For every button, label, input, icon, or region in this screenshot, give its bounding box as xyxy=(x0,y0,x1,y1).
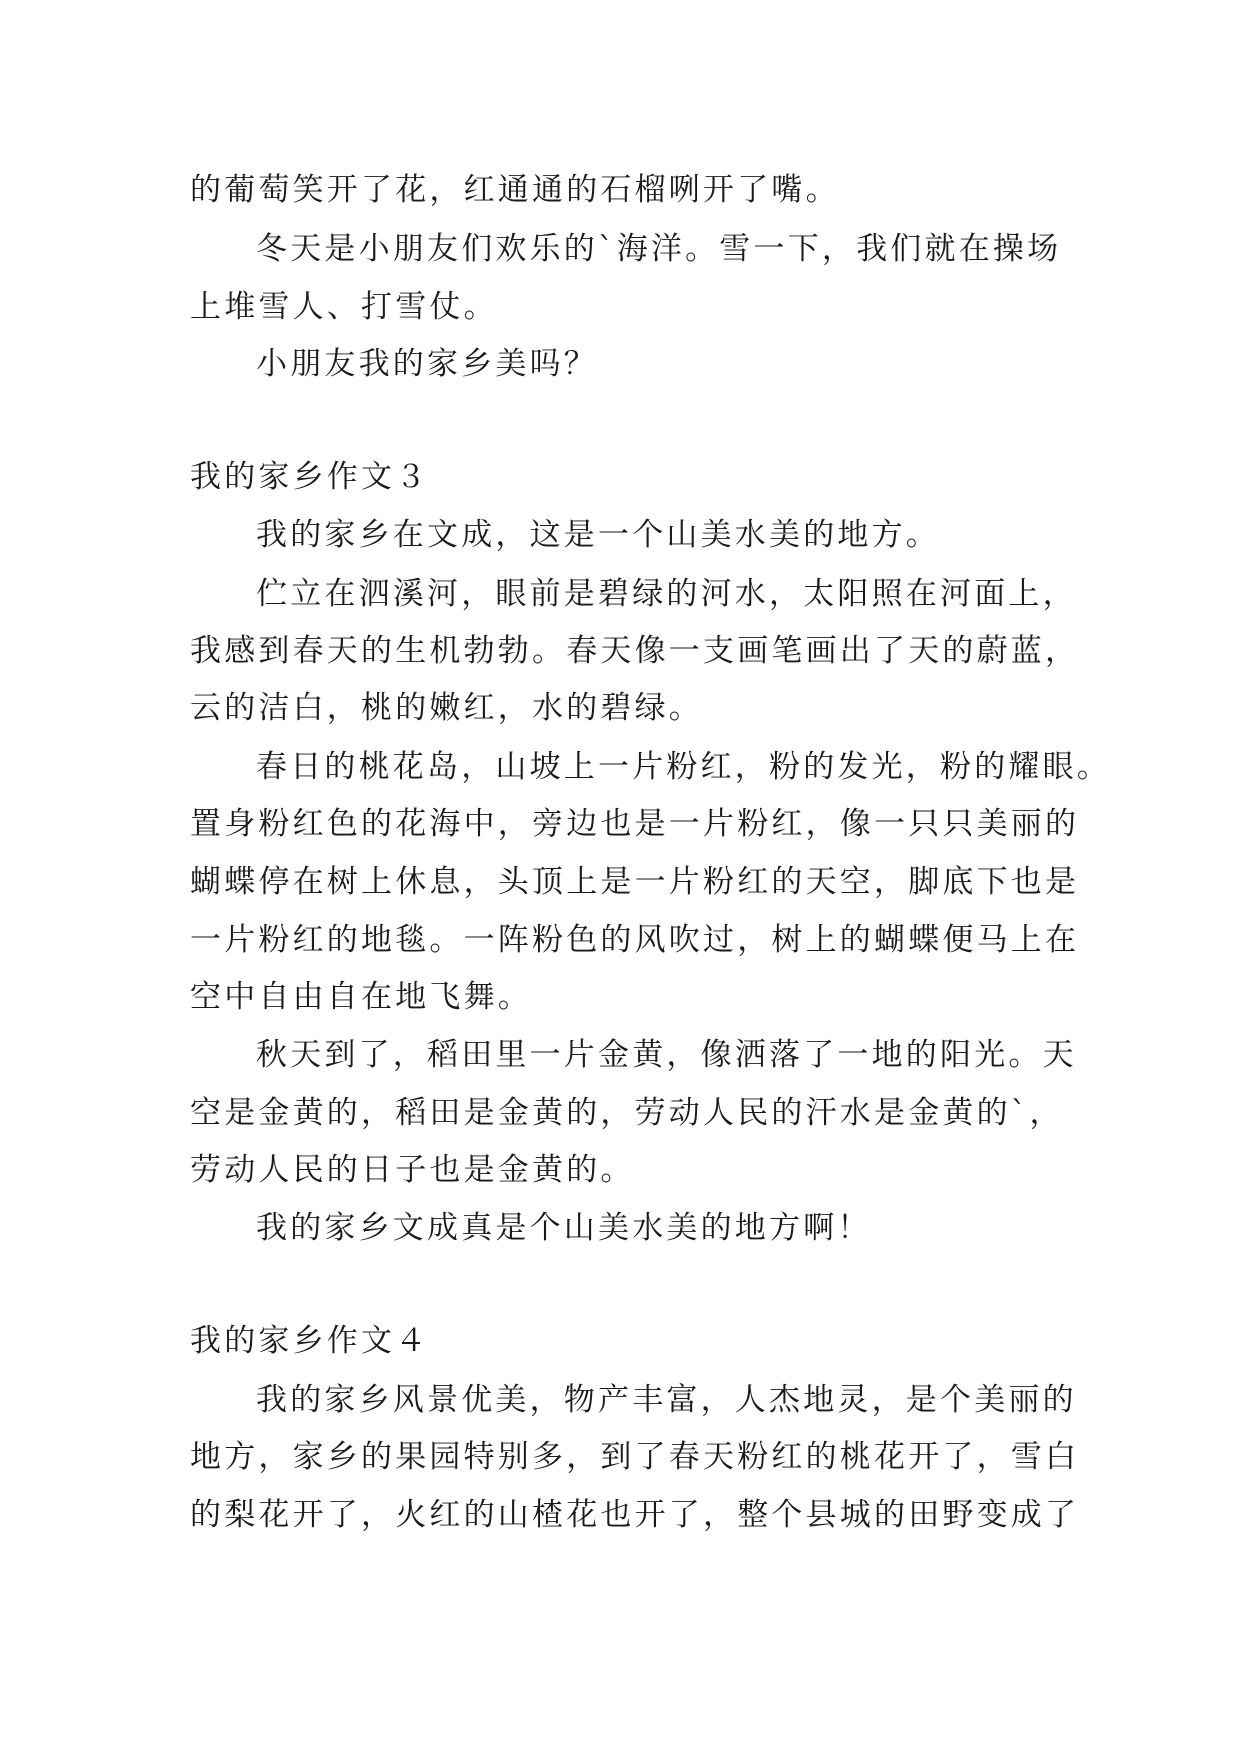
text-line: 一片粉红的地毯。一阵粉色的风吹过，树上的蝴蝶便马上在 xyxy=(190,922,1080,958)
text-line: 云的洁白，桃的嫩红，水的碧绿。 xyxy=(190,690,703,726)
text-line: 劳动人民的日子也是金黄的。 xyxy=(190,1152,635,1188)
text-line: 地方，家乡的果园特别多，到了春天粉红的桃花开了，雪白 xyxy=(190,1439,1080,1475)
text-line: 空中自由自在地飞舞。 xyxy=(190,979,532,1015)
text-line: 我感到春天的生机勃勃。春天像一支画笔画出了天的蔚蓝， xyxy=(190,633,1080,669)
paragraph-start: 伫立在泗溪河，眼前是碧绿的河水，太阳照在河面上， xyxy=(256,576,1077,612)
paragraph-start: 我的家乡风景优美，物产丰富，人杰地灵，是个美丽的 xyxy=(256,1382,1077,1418)
text-line: 蝴蝶停在树上休息，头顶上是一片粉红的天空，脚底下也是 xyxy=(190,864,1080,900)
paragraph-start: 冬天是小朋友们欢乐的`海洋。雪一下，我们就在操场 xyxy=(256,231,1062,267)
text-line: 的梨花开了，火红的山楂花也开了，整个县城的田野变成了 xyxy=(190,1497,1080,1533)
text-line: 空是金黄的，稻田是金黄的，劳动人民的汗水是金黄的`， xyxy=(190,1095,1064,1131)
section-heading: 我的家乡作文３ xyxy=(190,459,430,495)
paragraph-start: 小朋友我的家乡美吗？ xyxy=(256,346,598,382)
text-line: 的葡萄笑开了花，红通通的石榴咧开了嘴。 xyxy=(190,172,840,208)
paragraph-start: 春日的桃花岛，山坡上一片粉红，粉的发光，粉的耀眼。 xyxy=(256,749,1111,785)
paragraph-start: 我的家乡文成真是个山美水美的地方啊！ xyxy=(256,1210,872,1246)
text-line: 置身粉红色的花海中，旁边也是一片粉红，像一只只美丽的 xyxy=(190,806,1080,842)
paragraph-start: 秋天到了，稻田里一片金黄，像洒落了一地的阳光。天 xyxy=(256,1037,1077,1073)
paragraph-start: 我的家乡在文成，这是一个山美水美的地方。 xyxy=(256,517,940,553)
section-heading: 我的家乡作文４ xyxy=(190,1323,430,1359)
text-line: 上堆雪人、打雪仗。 xyxy=(190,289,498,325)
